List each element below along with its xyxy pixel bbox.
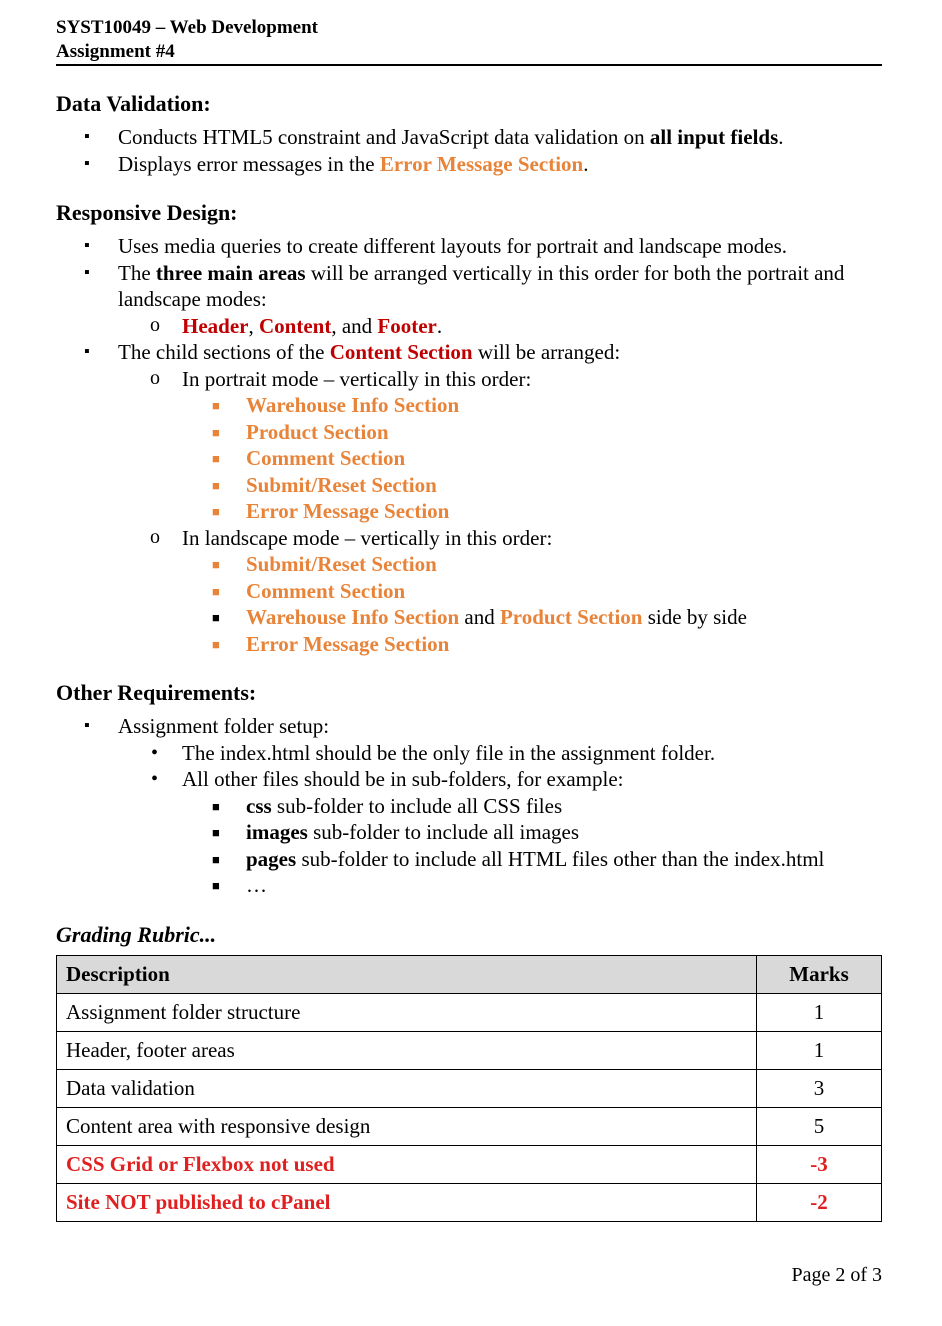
list-item: ■ images sub-folder to include all images <box>56 819 882 846</box>
list-item: ■ Error Message Section <box>56 498 882 525</box>
list-item: ■ Comment Section <box>56 578 882 605</box>
list-item: ▪ The child sections of the Content Section will be arranged: o In portrait mode – vertically in this order: ■ Warehouse Info Section ■ Product Section ■ Comment Section ■ Submit/Reset Section ■ Error Message Section o In landscape mode – vertically in this order: ■ Submit/Reset Section ■ Comment Section ■ Warehouse Info Section and Product Section side by side ■ Error Message Section <box>56 339 882 657</box>
description-header: Description <box>57 955 757 993</box>
table-cell: Site NOT published to cPanel <box>57 1183 757 1221</box>
list-item: ■ … <box>56 872 882 899</box>
assignment-title: Assignment #4 <box>56 40 882 66</box>
list-item: ■ css sub-folder to include all CSS files <box>56 793 882 820</box>
list-item: o Header, Content, and Footer. <box>56 313 882 340</box>
other-requirements-section <box>56 679 882 899</box>
list-item: ■ Comment Section <box>56 445 882 472</box>
table-row <box>57 1183 882 1221</box>
list-item: ■ Product Section <box>56 419 882 446</box>
table-cell: -3 <box>757 1145 882 1183</box>
list-item: ▪ Assignment folder setup: • The index.html should be the only file in the assignment folder. • All other files should be in sub-folders, for example: ■ css sub-folder to include all CSS files ■ images sub-folder to include all images ■ pages sub-folder to include all HTML files other than the index.html ■ … <box>56 713 882 899</box>
list-item: ■ Submit/Reset Section <box>56 551 882 578</box>
list-item: • All other files should be in sub-folders, for example: ■ css sub-folder to include all CSS files ■ images sub-folder to include all images ■ pages sub-folder to include all HTML files other than the index.html ■ … <box>56 766 882 899</box>
list-item: • The index.html should be the only file in the assignment folder. <box>56 740 882 767</box>
list-item: ▪ Conducts HTML5 constraint and JavaScript data validation on all input fields. <box>56 124 882 151</box>
table-cell: 1 <box>757 1031 882 1069</box>
course-title: SYST10049 – Web Development <box>56 17 318 38</box>
document-page <box>56 16 882 1222</box>
table-cell: CSS Grid or Flexbox not used <box>57 1145 757 1183</box>
list-item: ▪ Uses media queries to create different layouts for portrait and landscape modes. <box>56 233 882 260</box>
other-requirements-heading: Other Requirements: <box>56 680 257 705</box>
table-header-row <box>57 955 882 993</box>
list-item: ■ Submit/Reset Section <box>56 472 882 499</box>
responsive-design-section <box>56 199 882 657</box>
list-item: ■ Warehouse Info Section and Product Section side by side <box>56 604 882 631</box>
responsive-design-heading: Responsive Design: <box>56 200 238 225</box>
table-cell: 3 <box>757 1069 882 1107</box>
list-item: o In landscape mode – vertically in this order: ■ Submit/Reset Section ■ Comment Section ■ Warehouse Info Section and Product Section side by side ■ Error Message Section <box>56 525 882 658</box>
grading-rubric-heading: Grading Rubric... <box>56 921 217 947</box>
table-cell: 5 <box>757 1107 882 1145</box>
table-cell: Data validation <box>57 1069 757 1107</box>
data-validation-heading: Data Validation: <box>56 91 211 116</box>
list-item: o In portrait mode – vertically in this order: ■ Warehouse Info Section ■ Product Section ■ Comment Section ■ Submit/Reset Section ■ Error Message Section <box>56 366 882 525</box>
table-cell: 1 <box>757 993 882 1031</box>
table-row <box>57 1107 882 1145</box>
table-cell: -2 <box>757 1183 882 1221</box>
table-row <box>57 1145 882 1183</box>
table-cell: Assignment folder structure <box>57 993 757 1031</box>
page-number: Page 2 of 3 <box>791 1264 882 1286</box>
grading-rubric-table <box>56 955 882 1222</box>
table-row <box>57 1031 882 1069</box>
list-item: ▪ Displays error messages in the Error Message Section. <box>56 151 882 178</box>
table-row <box>57 1069 882 1107</box>
marks-header: Marks <box>757 955 882 993</box>
data-validation-section <box>56 90 882 177</box>
table-row <box>57 993 882 1031</box>
table-cell: Content area with responsive design <box>57 1107 757 1145</box>
list-item: ▪ The three main areas will be arranged vertically in this order for both the portrait and landscape modes: o Header, Content, and Footer. <box>56 260 882 340</box>
list-item: ■ Error Message Section <box>56 631 882 658</box>
list-item: ■ Warehouse Info Section <box>56 392 882 419</box>
table-cell: Header, footer areas <box>57 1031 757 1069</box>
list-item: ■ pages sub-folder to include all HTML files other than the index.html <box>56 846 882 873</box>
